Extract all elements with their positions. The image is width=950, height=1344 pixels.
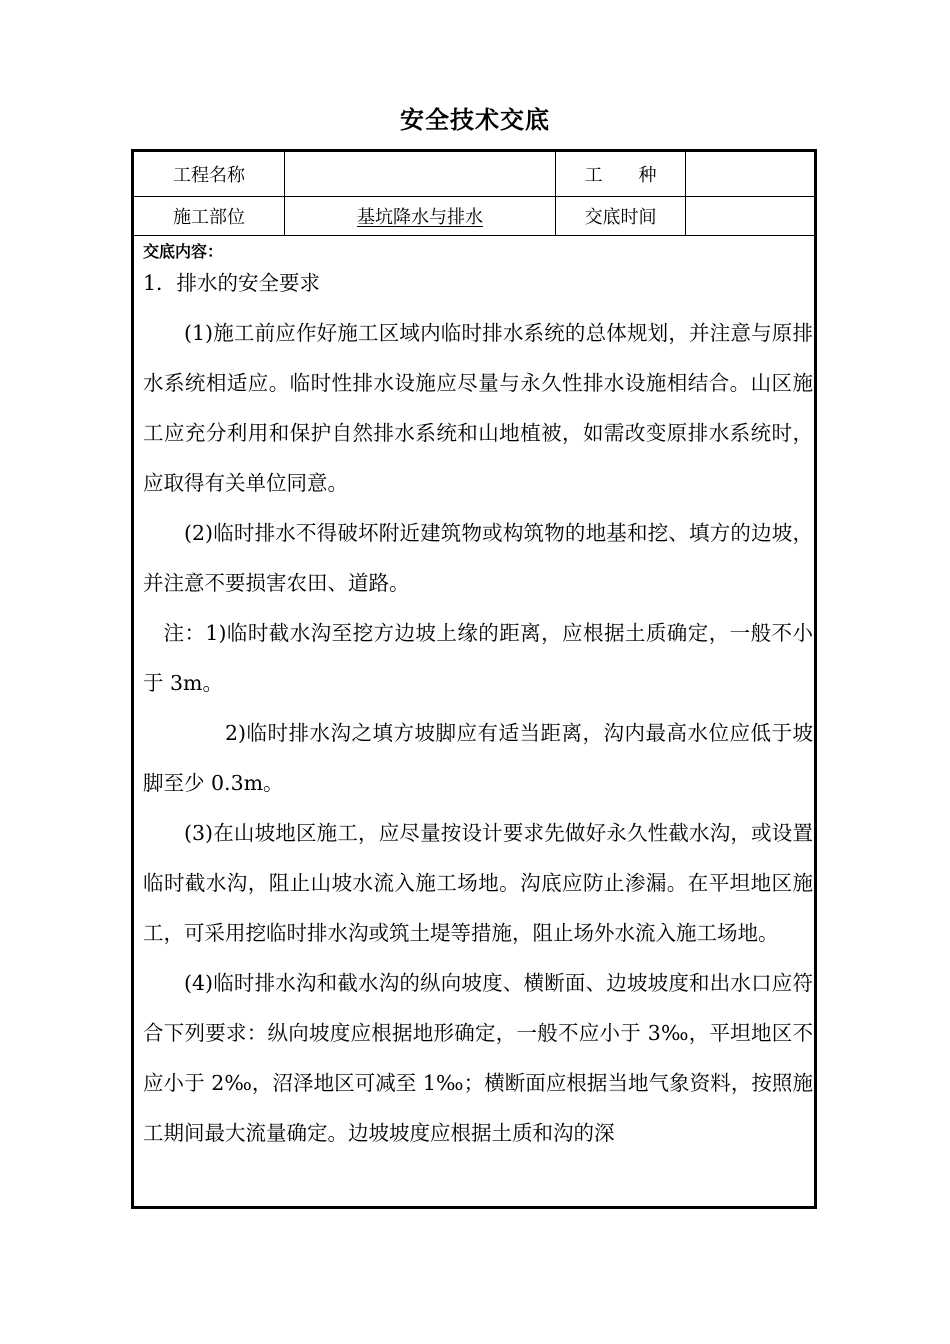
section-title: 1．排水的安全要求 [143,271,321,295]
row-divider-2 [133,235,816,236]
document-title: 安全技术交底 [400,106,550,134]
paragraph-2: (2)临时排水不得破坏附近建筑物或构筑物的地基和挖、填方的边坡，并注意不要损害农田、道路。 [143,521,813,595]
time-label: 交底时间 [584,207,657,228]
paragraph-1: (1)施工前应作好施工区域内临时排水系统的总体规划，并注意与原排水系统相适应。临时性排水设施应尽量与永久性排水设施相结合。山区施工应充分利用和保护自然排水系统和山地植被，如需改变原排水系统时，应取得有关单位同意。 [143,321,813,495]
note-1: 注：1)临时截水沟至挖方边坡上缘的距离，应根据土质确定，一般不小于 3m。 [143,621,813,695]
location-label: 施工部位 [173,207,245,228]
note-2: 2)临时排水沟之填方坡脚应有适当距离，沟内最高水位应低于坡脚至少 0.3m。 [143,721,813,795]
project-name-value [285,152,555,196]
paragraph-3: (3)在山坡地区施工，应尽量按设计要求先做好永久性截水沟，或设置临时截水沟，阻止山坡水流入施工场地。沟底应防止渗漏。在平坦地区施工，可采用挖临时排水沟或筑土堤等措施，阻止场外水流入施工场地。 [143,821,813,945]
content-body [143,258,813,1206]
content-heading: 交底内容： [143,242,224,261]
paragraph-4: (4)临时排水沟和截水沟的纵向坡度、横断面、边坡坡度和出水口应符合下列要求：纵向坡度应根据地形确定，一般不应小于 3‰，平坦地区不应小于 2‰，沼泽地区可减至 1‰；横断面应根据当地气象资料，按照施工期间最大流量确定。边坡坡度应根据土质和沟的深 [143,971,813,1145]
project-name-label: 工程名称 [173,165,245,186]
time-value [686,197,815,235]
trade-value [686,152,815,196]
location-value: 基坑降水与排水 [357,207,483,228]
trade-label: 工 种 [584,165,657,186]
